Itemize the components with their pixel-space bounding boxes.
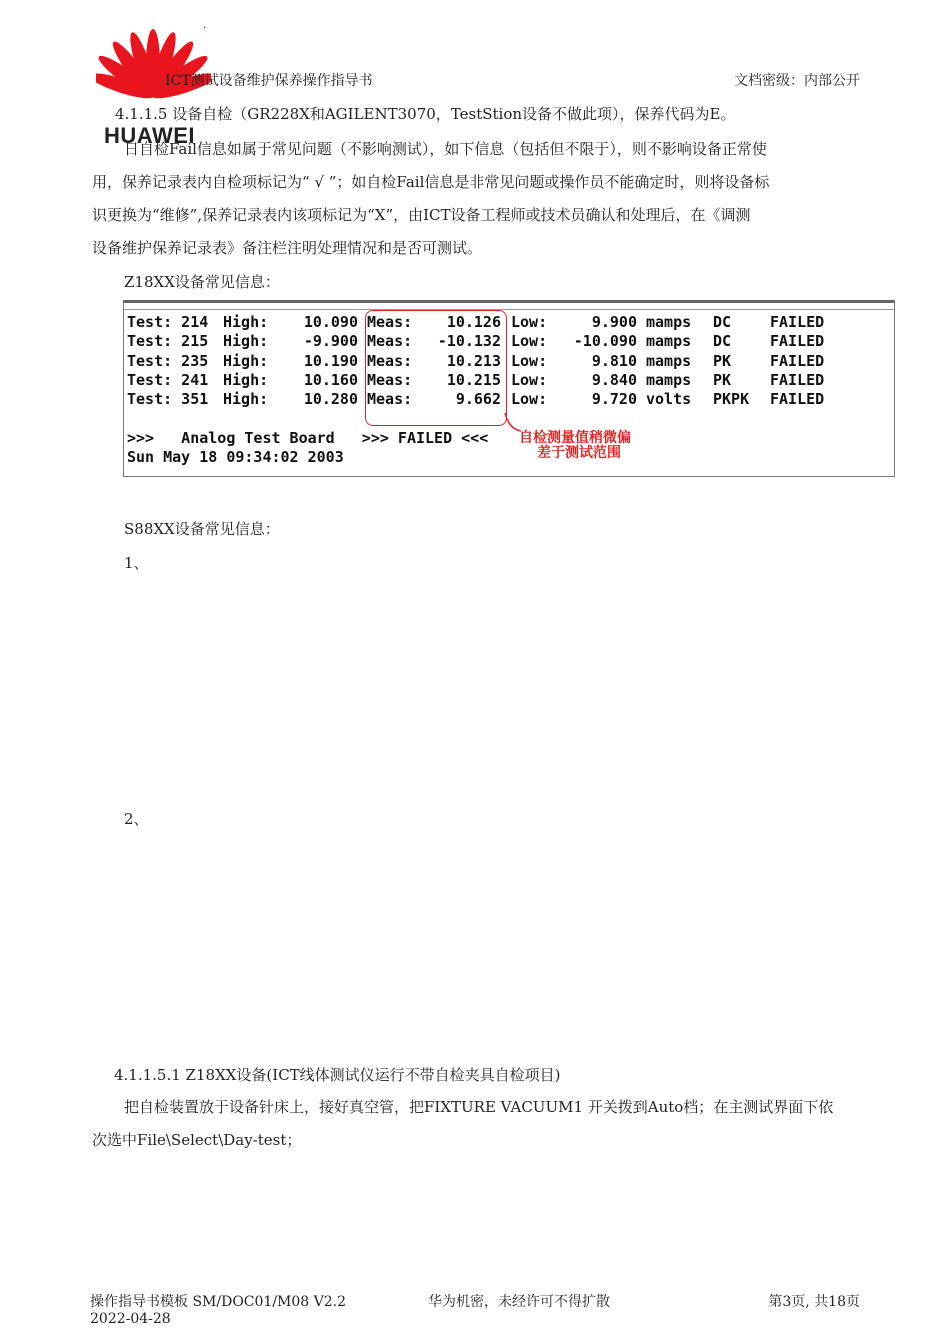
terminal-cell-status: FAILED — [770, 351, 825, 370]
paragraph-line: 用，保养记录表内自检项标记为“ √ ”；如自检Fail信息是非常见问题或操作员不能确定时，则将设备标 — [92, 173, 770, 191]
paragraph-line: 把自检装置放于设备针床上，接好真空管，把FIXTURE VACUUM1 开关拨到Auto档；在主测试界面下依 — [124, 1098, 834, 1116]
terminal-cell-high: 10.190 — [303, 351, 358, 370]
header-dot: . — [203, 20, 207, 31]
classification-label: 文档密级：内部公开 — [734, 73, 860, 89]
list-item-2: 2、 — [124, 810, 149, 828]
terminal-cell-low-label: Low: — [511, 313, 548, 331]
callout-highlight-box — [365, 310, 507, 426]
terminal-cell-status: FAILED — [770, 332, 825, 351]
terminal-cell-meas: -10.132 — [437, 332, 501, 351]
terminal-cell-unit: mamps — [646, 313, 692, 331]
terminal-cell-meas: 10.126 — [446, 313, 501, 331]
terminal-cell-low: 9.840 — [591, 370, 637, 389]
terminal-cell-mode: PK — [713, 351, 732, 370]
terminal-cell-high-label: High: — [223, 313, 269, 331]
terminal-cell-mode: DC — [713, 313, 732, 331]
terminal-cell-high-label: High: — [223, 351, 269, 370]
footer-template: 操作指导书模板 SM/DOC01/M08 V2.2 — [90, 1294, 347, 1310]
terminal-cell-high: 10.090 — [303, 313, 358, 331]
terminal-cell-test: Test: 235 — [127, 351, 209, 370]
terminal-cell-low: 9.810 — [591, 351, 637, 370]
terminal-cell-high: 10.160 — [303, 370, 358, 389]
paragraph-line: 识更换为“维修”,保养记录表内该项标记为“X”，由ICT设备工程师或技术员确认和处理后，在《调测 — [92, 206, 751, 224]
terminal-cell-mode: PK — [713, 370, 732, 389]
terminal-cell-mode: PKPK — [713, 390, 750, 409]
callout-text-line1: 自检测量值稍微偏 — [519, 430, 631, 446]
z18-label: Z18XX设备常见信息： — [124, 273, 280, 291]
s88-label: S88XX设备常见信息： — [124, 520, 280, 538]
terminal-cell-high-label: High: — [223, 390, 269, 409]
terminal-cell-low-label: Low: — [511, 390, 548, 409]
terminal-cell-unit: volts — [646, 390, 692, 409]
terminal-cell-meas-label: Meas: — [367, 370, 413, 389]
terminal-cell-meas-label: Meas: — [367, 332, 413, 351]
terminal-cell-low-label: Low: — [511, 370, 548, 389]
terminal-cell-high: -9.900 — [303, 332, 358, 351]
paragraph-procedure — [92, 1091, 860, 1157]
terminal-cell-meas-label: Meas: — [367, 390, 413, 409]
footer-confidential: 华为机密，未经许可不得扩散 — [428, 1294, 610, 1310]
terminal-cell-low-label: Low: — [511, 351, 548, 370]
terminal-cell-test: Test: 241 — [127, 370, 209, 389]
terminal-cell-high-label: High: — [223, 370, 269, 389]
list-item-1: 1、 — [124, 554, 149, 572]
terminal-cell-low: 9.900 — [591, 313, 637, 331]
terminal-cell-meas-label: Meas: — [367, 351, 413, 370]
terminal-cell-high: 10.280 — [303, 390, 358, 409]
terminal-cell-mode: DC — [713, 332, 732, 351]
paragraph-self-check — [92, 133, 860, 265]
paragraph-line: 日自检Fail信息如属于常见问题（不影响测试），如下信息（包括但不限于），则不影响设备正常使 — [124, 140, 767, 158]
terminal-cell-meas: 9.662 — [455, 390, 501, 409]
terminal-cell-unit: mamps — [646, 370, 692, 389]
footer-page-number: 第3页, 共18页 — [768, 1294, 860, 1310]
terminal-cell-status: FAILED — [770, 370, 825, 389]
terminal-cell-meas-label: Meas: — [367, 313, 413, 331]
section-heading: 4.1.1.5 设备自检（GR228X和AGILENT3070，TestStion设备不做此项），保养代码为E。 — [115, 105, 736, 123]
terminal-cell-unit: mamps — [646, 351, 692, 370]
paragraph-line: 设备维护保养记录表》备注栏注明处理情况和是否可测试。 — [92, 239, 483, 257]
paragraph-line: 次选中File\Select\Day-test； — [92, 1131, 302, 1149]
logo-text: HUAWEI — [104, 123, 195, 148]
terminal-cell-meas: 10.213 — [446, 351, 501, 370]
terminal-cell-low-label: Low: — [511, 332, 548, 351]
terminal-cell-low: -10.090 — [573, 332, 637, 351]
terminal-screenshot — [123, 300, 895, 477]
footer-date: 2022-04-28 — [90, 1311, 171, 1327]
terminal-cell-meas: 10.215 — [446, 370, 501, 389]
terminal-cell-status: FAILED — [770, 313, 825, 331]
document-title: ICT测试设备维护保养操作指导书 — [165, 73, 373, 89]
terminal-cell-unit: mamps — [646, 332, 692, 351]
terminal-top-strip — [124, 303, 894, 310]
terminal-cell-test: Test: 215 — [127, 332, 209, 351]
subsection-heading: 4.1.1.5.1 Z18XX设备(ICT线体测试仪运行不带自检夹具自检项目) — [114, 1066, 561, 1084]
terminal-cell-status: FAILED — [770, 390, 825, 409]
terminal-cell-low: 9.720 — [591, 390, 637, 409]
terminal-cell-test: Test: 214 — [127, 313, 209, 331]
callout-text-line2: 差于测试范围 — [537, 445, 621, 461]
terminal-date-line: Sun May 18 09:34:02 2003 — [127, 448, 344, 466]
terminal-cell-test: Test: 351 — [127, 390, 209, 409]
terminal-board-line: >>> Analog Test Board >>> FAILED <<< — [127, 429, 489, 447]
terminal-cell-high-label: High: — [223, 332, 269, 351]
